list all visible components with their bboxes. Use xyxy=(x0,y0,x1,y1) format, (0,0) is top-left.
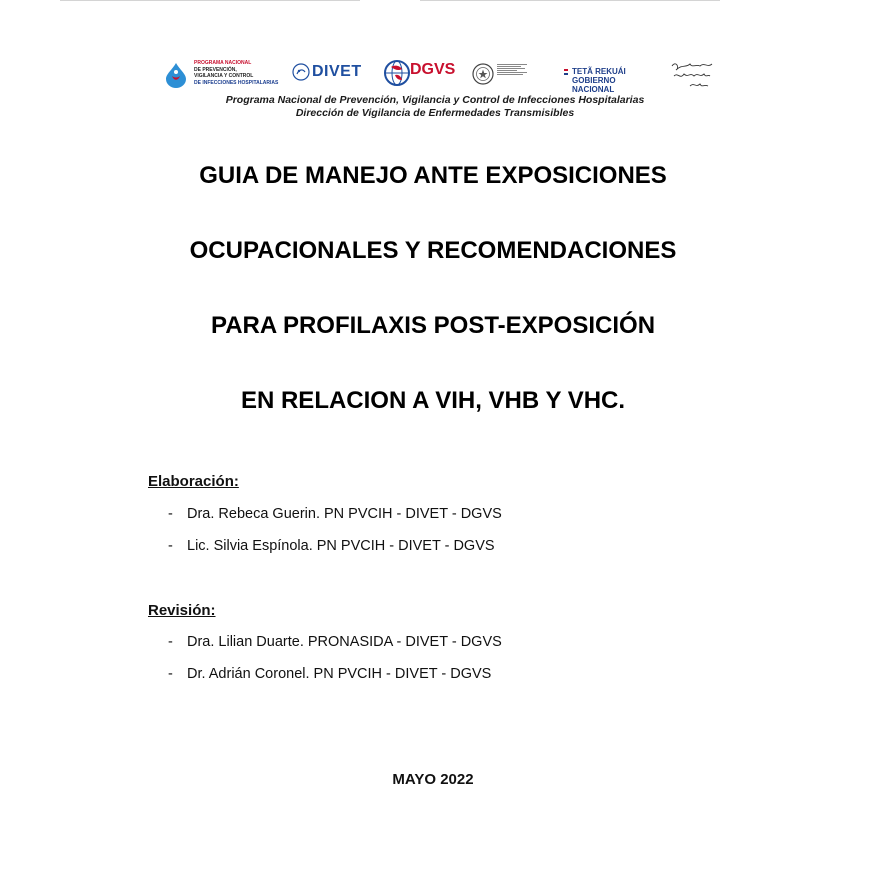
dgvs-logo xyxy=(382,58,464,94)
divet-emblem-icon xyxy=(292,63,310,81)
programa-line-4: DE INFECCIONES HOSPITALARIAS xyxy=(194,79,279,86)
gobierno-line-1: TETÃ REKUÁI xyxy=(572,67,626,76)
flag-icon xyxy=(564,69,568,75)
divet-wordmark: DIVET xyxy=(312,63,362,80)
elaboracion-author-2: Lic. Silvia Espínola. PN PVCIH - DIVET - DGVS xyxy=(187,538,495,554)
drop-icon xyxy=(163,62,189,88)
programa-line-1: PROGRAMA NACIONAL xyxy=(194,60,252,66)
elaboracion-heading: Elaboración: xyxy=(148,473,239,490)
programa-line-2: DE PREVENCIÓN, xyxy=(194,66,237,73)
publication-date: MAYO 2022 xyxy=(392,771,474,788)
bullet-dash: - xyxy=(168,634,173,650)
revision-author-2: Dr. Adrián Coronel. PN PVCIH - DIVET - DGVS xyxy=(187,666,492,682)
dgvs-wordmark: DGVS xyxy=(410,61,456,78)
globe-icon xyxy=(382,58,412,90)
institution-line-2: Dirección de Vigilancia de Enfermedades Transmisibles xyxy=(295,107,575,119)
page-top-edge xyxy=(0,0,870,3)
revision-author-1: Dra. Lilian Duarte. PRONASIDA - DIVET - DGVS xyxy=(187,634,502,650)
document-title-line-3: PARA PROFILAXIS POST-EXPOSICIÓN xyxy=(210,312,656,339)
paraguay-signature-logo xyxy=(668,58,716,94)
institution-line-1: Programa Nacional de Prevención, Vigilancia y Control de Infecciones Hospitalarias xyxy=(225,94,645,106)
gobierno-nacional-logo xyxy=(560,58,652,94)
bullet-dash: - xyxy=(168,538,173,554)
bullet-dash: - xyxy=(168,506,173,522)
document-title-line-2: OCUPACIONALES Y RECOMENDACIONES xyxy=(189,237,677,264)
divet-logo xyxy=(290,58,372,94)
document-title-line-1: GUIA DE MANEJO ANTE EXPOSICIONES xyxy=(199,162,667,189)
document-title-line-4: EN RELACION A VIH, VHB Y VHC. xyxy=(240,387,626,414)
gobierno-line-2: GOBIERNO NACIONAL xyxy=(572,76,616,94)
programa-line-3: VIGILANCIA Y CONTROL xyxy=(194,73,254,79)
handwritten-signature-icon xyxy=(668,58,716,92)
bullet-dash: - xyxy=(168,666,173,682)
revision-heading: Revisión: xyxy=(148,602,216,619)
ministerio-logo xyxy=(470,58,532,94)
programa-nacional-logo xyxy=(160,58,280,94)
elaboracion-author-1: Dra. Rebeca Guerin. PN PVCIH - DIVET - DGVS xyxy=(187,506,502,522)
national-seal-icon xyxy=(472,63,494,85)
ministerio-text-lines xyxy=(497,63,535,76)
logo-banner xyxy=(160,58,720,96)
